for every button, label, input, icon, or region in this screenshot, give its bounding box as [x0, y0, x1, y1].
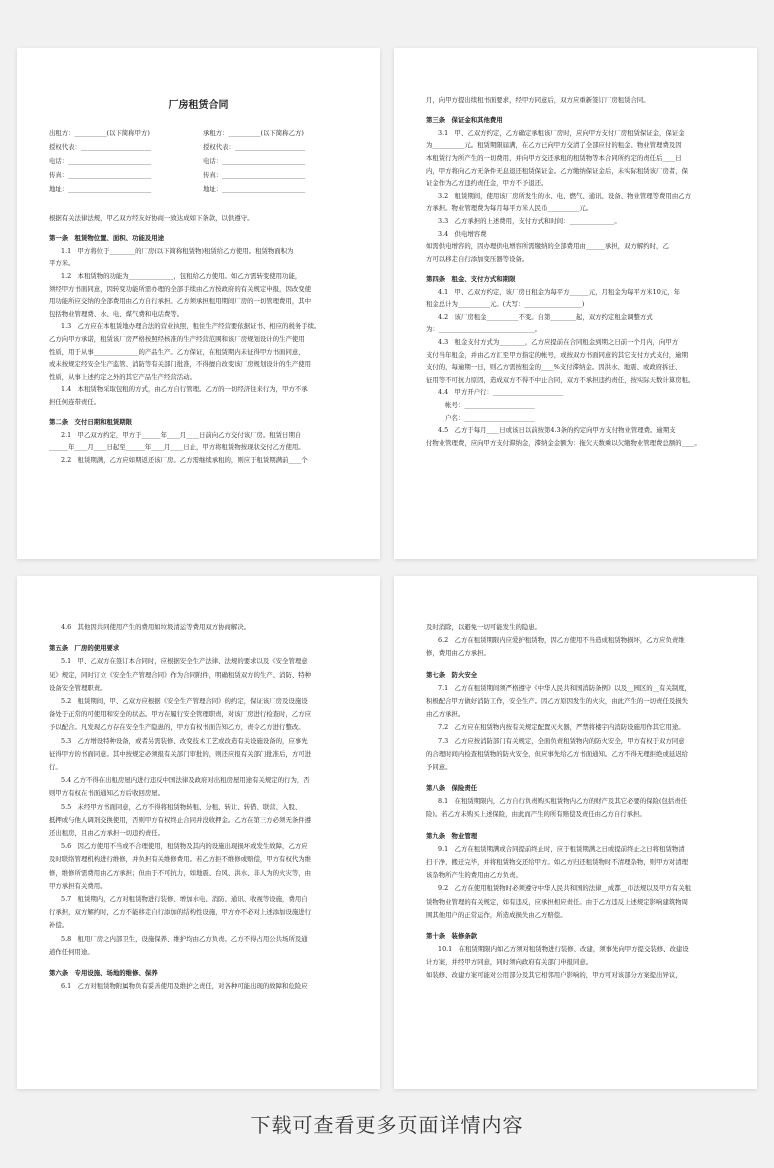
body-line: 由乙方承担。	[426, 710, 465, 719]
body-line: 证金作为乙方违约责任金，甲方不予退还。	[426, 179, 548, 188]
body-line: 支付的，每逾期一日，则乙方需按租金的____%支付滞纳金。因洪水、地震、或政府拆迁、	[426, 363, 682, 372]
body-line: 7.2 乙方应在租赁物内按有关规定配置灭火器，严禁将楼宇内消防设施用作其它用途。	[438, 723, 685, 732]
body-line: 9.1 乙方在租赁期满或合同提前终止时，应于租赁期满之日或提前终止之日将租赁物清	[438, 844, 685, 853]
section-heading: 第二条 交付日期和租赁期限	[49, 418, 133, 427]
section-heading: 第八条 保险责任	[426, 784, 478, 793]
body-line: 乙方向甲方承诺，租赁该厂房严格按照经核准的生产经营范围和该厂房规划设计的生产使用	[49, 334, 305, 343]
lessor-field: 出租方：__________(以下简称甲方)	[49, 129, 150, 137]
section-heading: 第一条 租赁物位置、面积、功能及用途	[49, 234, 165, 243]
body-line: 5.5 未经甲方书面同意，乙方不得将租赁物转租、分租、转让、转借、联营、入股、	[61, 802, 302, 811]
body-line: 备处于正常的可使用和安全的状态。甲方在履行安全管理职责，对该厂房进行检查时，乙方应	[49, 710, 312, 719]
body-line: 3.4 供电增容费	[438, 229, 487, 238]
body-line: 3.2 租赁期间，使用该厂房所发生的水、电、燃气、通讯、设备、物业管理等费用由乙方	[438, 191, 692, 200]
body-line: 见》规定，同时订立《安全生产管理合同》作为合同附件，明确租赁双方的生产、消防、特种	[49, 670, 312, 679]
body-line: 须经甲方书面同意，因转变功能所需办理的全部手续由乙方按政府的有关规定申报，因改变使	[49, 284, 312, 293]
body-line: 性质，从事上述约定之外的其它产品生产经营活动。	[49, 372, 196, 381]
page-2-content	[426, 48, 725, 559]
page-1-content	[49, 48, 348, 559]
body-line: 积极配合甲方做好消防工作，安全生产。因乙方原因发生的火灾，由此产生的一切责任及损失	[426, 696, 689, 705]
body-line: 性质，用于从事______________的产品生产。乙方保证，在租赁期内未征得甲方书面同意，	[49, 347, 305, 356]
body-line: 租金总计为__________元。(大写：__________________)	[426, 300, 585, 309]
body-line: 补偿。	[49, 921, 69, 930]
body-line: ______年____月____日起至______年____月____日止，甲方将租赁物按现状交付乙方使用。	[49, 443, 305, 452]
body-line: 或未按规定经安全生产监管、消防等有关部门批准，不得擅自改变该厂房规划设计的生产使用	[49, 360, 312, 369]
body-line: 平方米。	[49, 259, 75, 268]
section-heading: 第十条 装修条款	[426, 931, 478, 940]
section-heading: 第九条 物业管理	[426, 831, 478, 840]
body-line: 4.1 甲、乙双方约定，该厂房日租金为每平方______元，月租金为每平方米10元，年	[438, 287, 680, 296]
body-line: 9.2 乙方在使用租赁物时必须遵守中华人民共和国的法律__成都__市法规以及甲方有关租	[438, 884, 692, 893]
body-line: 月，向甲方提出续租书面要求，经甲方同意后，双方应重新签订厂房租赁合同。	[426, 96, 650, 104]
body-line: 1.1 甲方将位于________的厂房(以下简称租赁物)租赁给乙方使用。租赁物面积为	[61, 246, 294, 255]
body-line: 予以配合。凡发现乙方存在安全生产隐患的，甲方有权书面告知乙方，责令乙方进行整改。	[49, 723, 305, 732]
body-line: 还出租房，且由乙方承担一切违约责任。	[49, 828, 165, 837]
body-line: 5.3 乙方增设特种设备，或者另需装修、改变技术工艺或改造有关设施设备的，应事先	[61, 736, 308, 745]
body-line: 5.1 甲、乙双方在签订本合同时，应根据安全生产法律、法规的要求以及《安全管理意	[61, 657, 308, 666]
body-line: 4.4 甲方开户行：______________________	[438, 388, 564, 397]
body-line: 4.5 乙方于每月____日或该日以前按第4.3条的约定向甲方支付物业管理费。逾期支	[438, 426, 676, 435]
body-line: 修，维修所需费用由乙方承担；但由于不可抗力，如地震、台风、洪水、非人为的火灾等，由	[49, 868, 312, 877]
body-line: 5.2 租赁期间，甲、乙双方应根据《安全生产管理合同》的约定，保证该厂房及设施设	[61, 696, 308, 705]
body-line: 行。	[49, 762, 62, 771]
body-line: 包括物业管理费、水、电、煤气费和电话费等。	[49, 309, 184, 318]
body-line: 修，费用由乙方承担。	[426, 649, 490, 658]
body-line: 6.2 乙方在租赁期限内应爱护租赁物，因乙方使用不当造成租赁物损坏，乙方应负责维	[438, 636, 685, 645]
body-line: 本租赁行为所产生的一切费用，并向甲方交还承租的租赁物等本合同所约定的责任后____日	[426, 153, 682, 162]
lessee-field: 授权代表：______________________	[203, 143, 306, 151]
lessor-field: 电话：__________________________	[49, 157, 152, 165]
body-line: 方可以移走自行添加变压器等设备。	[426, 254, 529, 263]
lessor-field: 传真：__________________________	[49, 171, 152, 179]
body-line: 赁物物业管理的有关规定，如有违反，应承担相应责任。由于乙方违反上述规定影响建筑物周	[426, 897, 689, 906]
body-line: 道作任何用途。	[49, 947, 94, 956]
body-line: 6.1 乙方对租赁物附属物负有妥善使用及维护之责任，对各种可能出现的故障和危险应	[61, 982, 308, 991]
lessee-field: 电话：__________________________	[203, 157, 306, 165]
body-line: 3.1 甲、乙双方约定，乙方确定承租该厂房时，应向甲方支付厂房租赁保证金，保证金	[438, 128, 685, 137]
body-line: 7.3 乙方应按消防部门有关规定，全面负责租赁物内的防火安全，甲方有权于双方同意	[438, 736, 685, 745]
body-line: 险)。若乙方未购买上述保险，由此而产生的所有赔偿及责任由乙方自行承担。	[426, 810, 646, 819]
section-heading: 第三条 保证金和其他费用	[426, 116, 503, 125]
body-line: 及时消除，以避免一切可能发生的隐患。	[426, 623, 542, 631]
body-line: 则甲方有权在书面通知乙方后收回房屋。	[49, 789, 165, 798]
body-line: 征用等不可抗力原因，造成双方不得不中止合同，双方不承担违约责任，按实际天数计算房租。	[426, 375, 695, 384]
body-line: 5.8 租用厂房之内部卫生，设施保养、维护均由乙方负责。乙方不得占用公共场所及通	[61, 934, 308, 943]
body-line: 设备安全管理职责。	[49, 683, 107, 692]
body-line: 1.4 本租赁物采取包租的方式，由乙方自行管理。乙方的一切经济往来行为，甲方不承	[61, 385, 308, 394]
body-line: 7.1 乙方在租赁期间须严格遵守《中华人民共和国消防条例》以及__园区的__有关制度，	[438, 683, 692, 692]
page-3-content	[49, 576, 348, 1089]
body-line: 4.6 其他因共同使用产生的费用如垃圾清运等费用双方协商解决。	[61, 623, 251, 631]
body-line: 为__________元。租赁期限届满，在乙方已向甲方交清了全部应付的租金、物业管理费及因	[426, 141, 682, 150]
body-line: 计方案，并经甲方同意，同时须向政府有关部门申报同意。	[426, 958, 593, 967]
body-line: 5.7 租赁期内，乙方对租赁物进行装修、增加水电、消防、通讯、收视等设施，费用自	[61, 894, 308, 903]
body-line: 如装修、改建方案可能对公用部分及其它相邻用户影响的，甲方可对该部分方案提出异议，	[426, 971, 682, 980]
lessor-field: 地址：__________________________	[49, 185, 152, 193]
lessor-field: 授权代表：______________________	[49, 143, 152, 151]
body-line: 行承担，双方解约时，乙方不能移走自行添加的结构性设施，甲方亦不必对上述添加设施进行	[49, 908, 312, 917]
page-title: 厂房租赁合同	[168, 100, 229, 111]
body-line: 根据有关法律法规，甲乙双方经友好协商一致达成如下条款，以供遵守。	[49, 214, 254, 222]
lessee-field: 地址：__________________________	[203, 185, 306, 193]
body-line: 为：______________________________。	[426, 325, 542, 334]
body-line: 围其他用户的正常运作，所造成损失由乙方赔偿。	[426, 910, 567, 919]
body-line: 户名：______________________	[426, 413, 535, 422]
body-line: 10.1 在租赁期限内如乙方须对租赁物进行装修、改建，须事先向甲方提交装修、改建设	[438, 945, 689, 954]
section-heading: 第六条 专用设施、场地的维修、保养	[49, 968, 158, 977]
body-line: 2.1 甲乙双方约定，甲方于______年____月____日前向乙方交付该厂房。租赁日期自	[61, 430, 302, 439]
body-line: 甲方承担有关费用。	[49, 881, 107, 890]
body-line: 5.6 因乙方使用不当或不合理使用，租赁物及其内的设施出现损坏或发生故障，乙方应	[61, 842, 308, 851]
body-line: 1.3 乙方应在本租赁地办理合法的营业执照，租住生产经营要依据证书、相应的税务手续。	[61, 322, 321, 331]
body-line: 征得甲方的书面同意。其中按规定必须报有关部门审批的，则还应报有关部门批准后，方可进	[49, 749, 312, 758]
body-line: 抵押或与他人调剂交换使用，否则甲方有权终止合同并没收押金。乙方在第三方必须无条件遵	[49, 815, 312, 824]
body-line: 付物业管理费，应向甲方支付滞纳金，滞纳金金额为：拖欠天数乘以欠缴物业管理费总额的____。	[426, 438, 701, 447]
body-line: 的合理时间内检查租赁物的防火安全，但应事先给乙方书面通知。乙方不得无理拒绝或延迟给	[426, 749, 689, 758]
body-line: 及时联络管理机构进行维修，并负担有关维修费用。若乙方拒不维修或赔偿，甲方有权代为维	[49, 855, 312, 864]
body-line: 8.1 在租赁期限内，乙方自行负责购买租赁物内乙方的财产及其它必要的保险(包括责任	[438, 797, 688, 806]
body-line: 4.2 该厂房租金__________不变。自第________起，双方约定租金调整方式	[438, 312, 653, 321]
body-line: 如需供电增容的，因办理供电增容所需缴纳的全部费用由______承担，双方解约时，乙	[426, 242, 669, 251]
lessee-field: 传真：__________________________	[203, 171, 306, 179]
download-prompt[interactable]: 下载可查看更多页面详情内容	[250, 1113, 524, 1137]
body-line: 予同意。	[426, 762, 452, 771]
section-heading: 第五条 厂房的使用要求	[49, 644, 120, 653]
body-line: 帐号：______________________	[426, 400, 535, 409]
body-line: 4.3 租金支付方式为________，乙方应提前在合同租金到期之日前一个月内，向甲方	[438, 337, 679, 346]
section-heading: 第七条 防火安全	[426, 670, 478, 679]
section-heading: 第四条 租金、支付方式和期限	[426, 274, 516, 283]
body-line: 担任何连带责任。	[49, 397, 101, 406]
page-4-content	[426, 576, 725, 1089]
document-page-2	[394, 48, 757, 559]
lessee-field: 承租方：__________(以下简称乙方)	[203, 129, 304, 137]
document-page-1	[17, 48, 380, 559]
body-line: 1.2 本租赁物的功能为______________，包租给乙方使用。如乙方需转变使用功能，	[61, 271, 302, 280]
body-line: 3.3 乙方承担的上述费用，支付方式和时间：______________。	[438, 216, 621, 225]
body-line: 5.4 乙方不得在出租房屋内进行违反中国法律及政府对出租房屋用途有关规定的行为，否	[61, 776, 310, 785]
body-line: 内，甲方将向乙方无条件无息退还租赁保证金。乙方缴纳保证金后，未实际租赁该厂房者，保	[426, 166, 689, 175]
document-page-4	[394, 576, 757, 1089]
document-page-3	[17, 576, 380, 1089]
body-line: 该杂物所产生的费用由乙方负责。	[426, 871, 522, 880]
body-line: 支付当年租金，并由乙方汇至甲方指定的帐号，或按双方书面同意的其它支付方式支付，逾期	[426, 350, 689, 359]
body-line: 方承担。物业管理费为每月每平方米人民币__________元。	[426, 204, 593, 213]
body-line: 扫干净，搬迁完毕，并将租赁物交还给甲方。如乙方归还租赁物时不清理杂物，则甲方对清理	[426, 857, 689, 866]
body-line: 2.2 租赁期满，乙方应如期返还该厂房。乙方需继续承租的，则应于租赁期满前____个	[61, 455, 308, 464]
body-line: 用功能所应交纳的全部费用由乙方自行承担。乙方须承担租用期间厂房的一切管理费用，其中	[49, 297, 312, 306]
